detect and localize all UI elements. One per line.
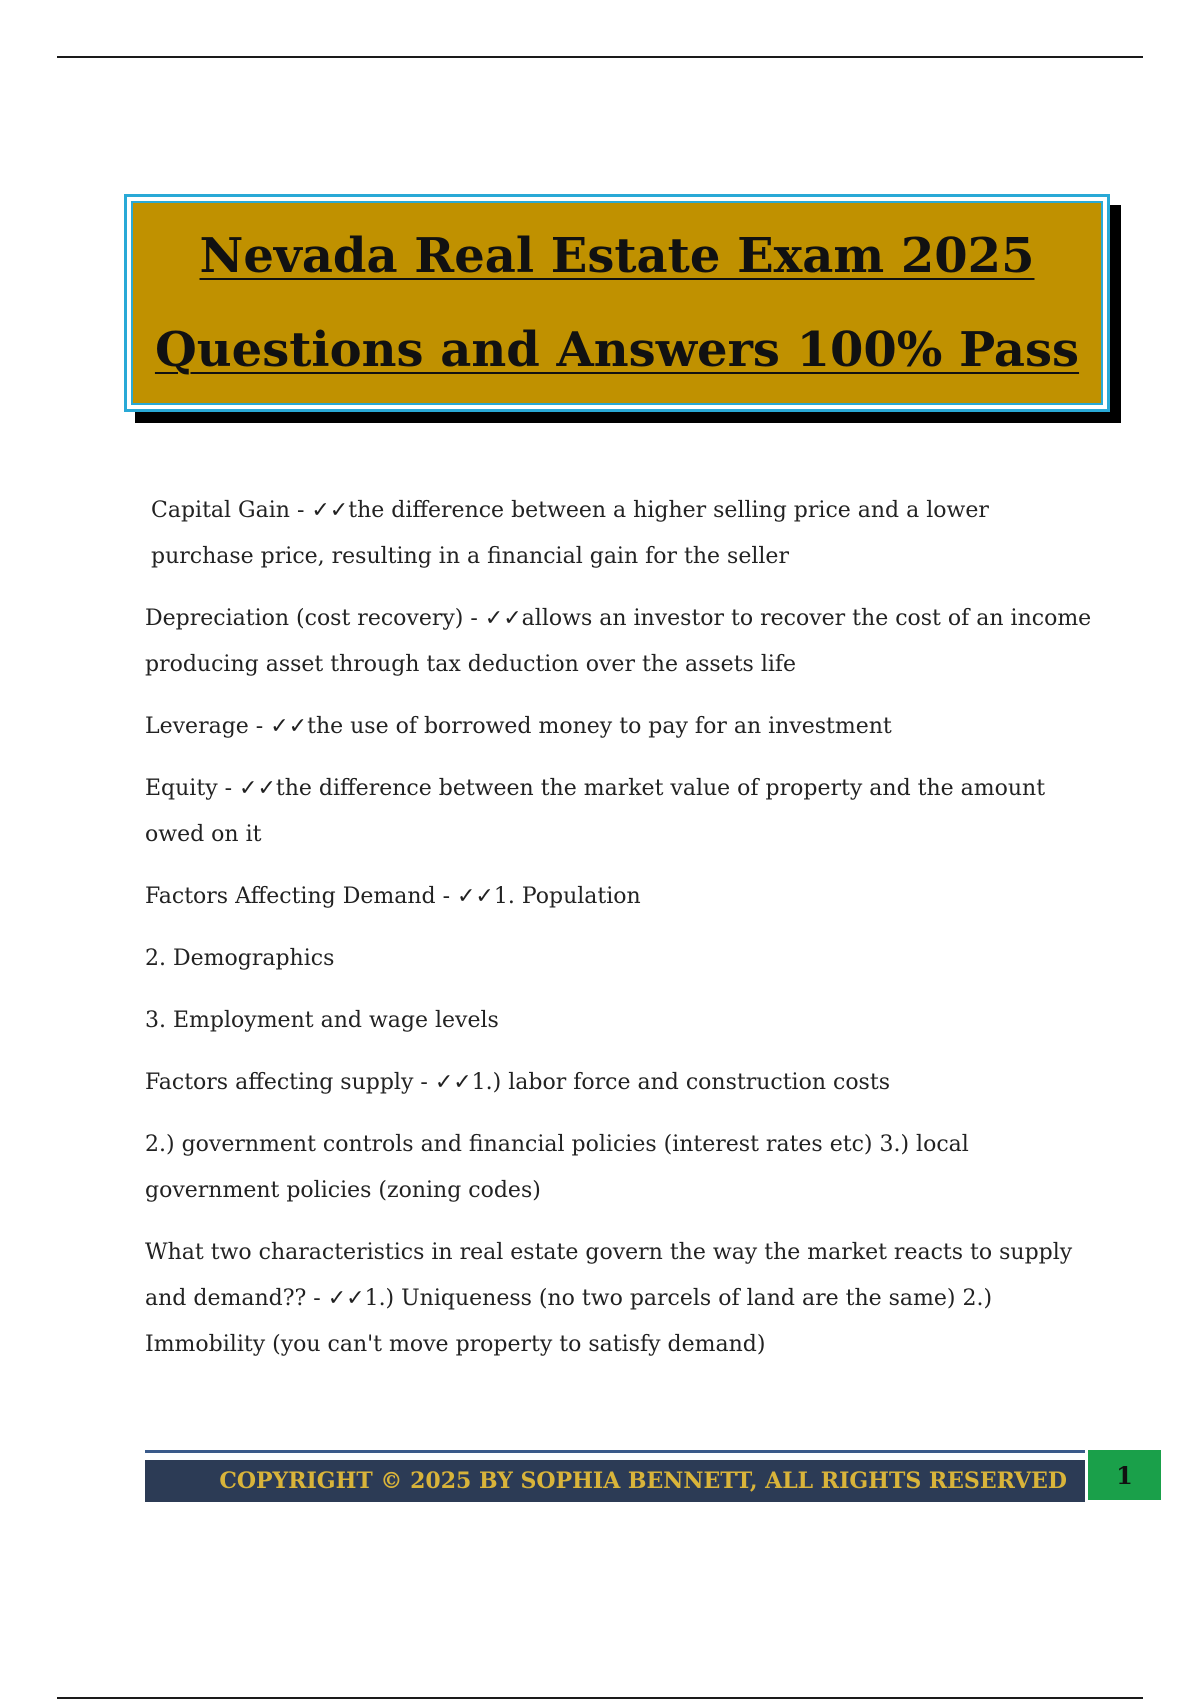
footer-rule [145, 1450, 1085, 1453]
qa-entry: 2.) government controls and financial policies (interest rates etc) 3.) local government policies (zoning codes) [145, 1132, 969, 1203]
title-line-2: Questions and Answers 100% Pass [154, 322, 1080, 378]
title-banner-fill [131, 201, 1103, 405]
copyright-text: COPYRIGHT © 2025 BY SOPHIA BENNETT, ALL RIGHTS RESERVED [219, 1468, 1067, 1494]
qa-entry: 2. Demographics [145, 946, 335, 971]
page-number: 1 [1116, 1460, 1133, 1490]
qa-entry: Leverage - ✓✓the use of borrowed money to pay for an investment [145, 714, 892, 739]
qa-entry: Equity - ✓✓the difference between the market value of property and the amount owed on it [145, 776, 1046, 847]
qa-entry: Depreciation (cost recovery) - ✓✓allows an investor to recover the cost of an income producing asset through tax deduction over the assets life [145, 606, 1092, 677]
qa-entry: What two characteristics in real estate govern the way the market reacts to supply and demand?? - ✓✓1.) Uniqueness (no two parcels of land are the same) 2.) Immobility (you can't move property to satisfy demand) [145, 1240, 1073, 1357]
top-rule [57, 56, 1143, 58]
footer-bar [145, 1460, 1085, 1502]
qa-entry: Capital Gain - ✓✓the difference between a higher selling price and a lower purchase price, resulting in a financial gain for the seller [151, 498, 989, 569]
qa-entry: 3. Employment and wage levels [145, 1008, 499, 1033]
qa-entry: Factors affecting supply - ✓✓1.) labor force and construction costs [145, 1070, 890, 1095]
page-number-box [1088, 1450, 1161, 1500]
title-line-1: Nevada Real Estate Exam 2025 [199, 228, 1035, 284]
qa-content [145, 488, 1093, 1384]
qa-entry: Factors Affecting Demand - ✓✓1. Population [145, 884, 641, 909]
title-banner [124, 194, 1110, 412]
bottom-rule [57, 1697, 1143, 1699]
